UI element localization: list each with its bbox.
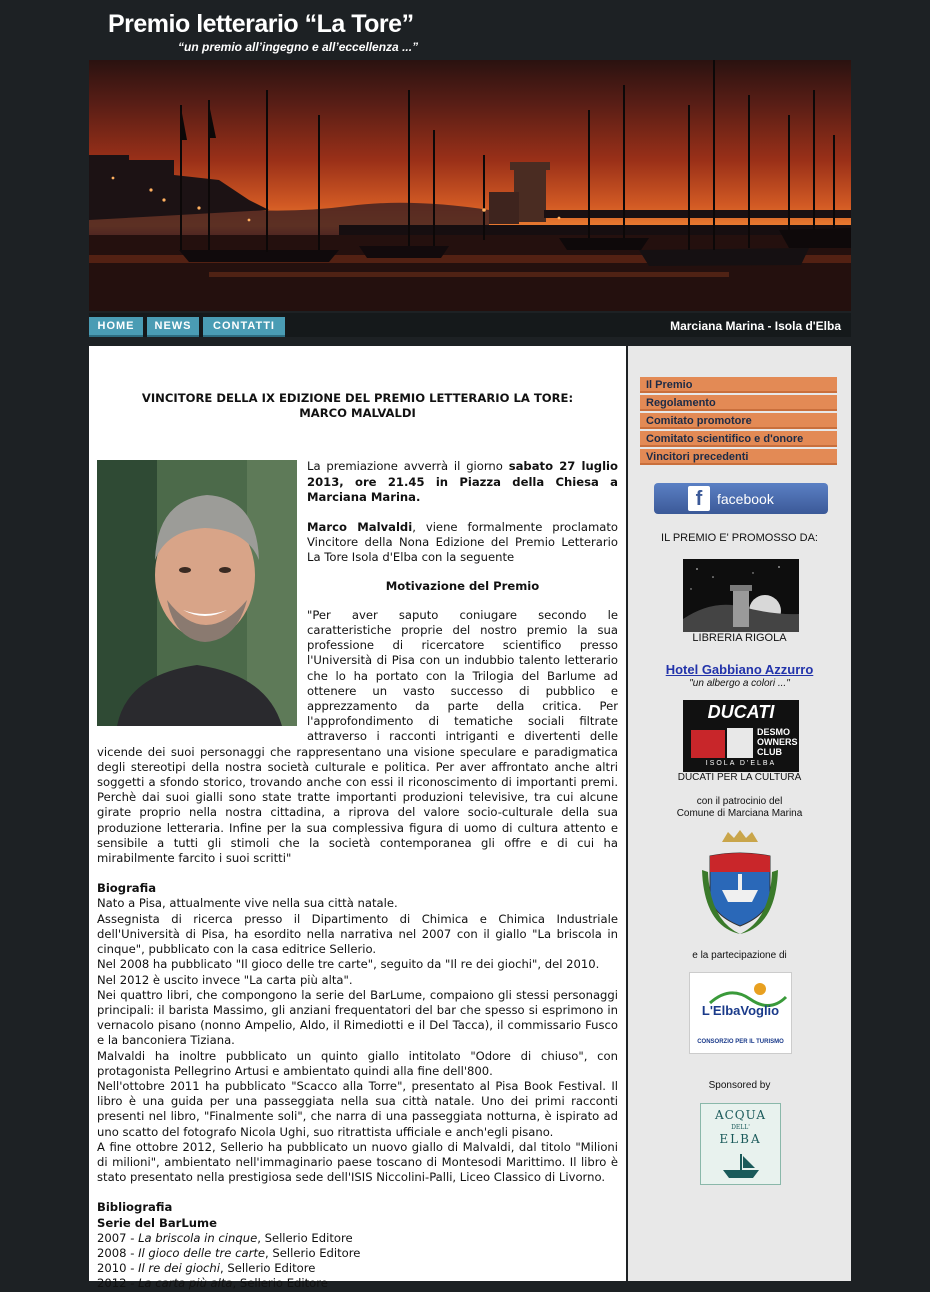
patronage-line2: Comune di Marciana Marina	[676, 808, 803, 819]
marciana-marina-coat-of-arms[interactable]	[700, 830, 780, 938]
nav-home[interactable]: HOME	[89, 317, 143, 337]
ducati-logo[interactable]	[683, 700, 799, 772]
sponsored-by-label: Sponsored by	[708, 1080, 771, 1091]
acqua-line3: ELBA	[719, 1132, 762, 1146]
sidebar-item-regolamento[interactable]: Regolamento	[640, 395, 837, 411]
libreria-rigola-logo[interactable]	[683, 559, 799, 632]
facebook-button[interactable]	[654, 483, 828, 514]
bio-p8: A fine ottobre 2012, Sellerio ha pubblicato un nuovo giallo di Malvaldi, dal titolo "Milioni di milioni", ambientato nell'immaginario paese toscano di Montesodi Marittimo. Il libro è stato presentato nella prestigiosa sede dell'ISIS Niccolini-Palli, Liceo Classico di Livorno.	[97, 1139, 618, 1185]
elbavoglio-sub: CONSORZIO PER IL TURISMO	[697, 1039, 784, 1045]
facebook-label: facebook	[717, 491, 774, 507]
motivation-title: Motivazione del Premio	[385, 578, 540, 593]
elbavoglio-logo[interactable]	[689, 972, 792, 1054]
book-item: 2008 - Il gioco delle tre carte, Sellerio Editore	[97, 1245, 361, 1260]
bio-p1: Nato a Pisa, attualmente vive nella sua città natale.	[97, 896, 398, 911]
ducati-emblem	[727, 728, 753, 758]
main-content	[89, 346, 626, 1291]
sidebar-item-comitato-scientifico[interactable]: Comitato scientifico e d'onore	[640, 431, 837, 447]
lighthouse-logo-image	[683, 559, 799, 632]
biblio-title: Bibliografia	[97, 1200, 173, 1215]
bio-p4: Nel 2012 è uscito invece "La carta più alta".	[97, 972, 353, 987]
ducati-desmo-text: DESMO OWNERS CLUB	[757, 727, 798, 757]
promoted-by-label: IL PREMIO E' PROMOSSO DA:	[661, 532, 818, 544]
sidebar-item-il-premio[interactable]: Il Premio	[640, 377, 837, 393]
bio-p2: Assegnista di ricerca presso il Dipartimento di Chimica e Chimica Industriale dell'Università di Pisa, ha esordito nella narrativa nel 2007 con il giallo "La briscola in cinque", pubblicato con la casa editrice Sellerio.	[97, 911, 618, 957]
site-header	[0, 0, 930, 60]
author-portrait-image	[97, 460, 297, 726]
header-banner-image	[89, 60, 851, 311]
sidebar-item-comitato-promotore[interactable]: Comitato promotore	[640, 413, 837, 429]
bio-p5: Nei quattro libri, che compongono la serie del BarLume, compaiono gli stessi personaggi principali: il barista Massimo, gli anziani frequentatori del bar che spesso si esprimono in vernacolo pisano (nonno Ampelio, Aldo, il Rimediotti e il Del Tacca), il commissario Fusco e la banconiera Tiziana.	[97, 987, 618, 1048]
sidebar	[628, 346, 851, 1281]
acqua-line2: DELL'	[731, 1124, 750, 1131]
author-photo	[97, 460, 297, 726]
site-title: Premio letterario “La Tore”	[108, 10, 414, 38]
bio-title: Biografia	[97, 881, 157, 896]
bio-p7: Nell'ottobre 2011 ha pubblicato "Scacco alla Torre", presentato al Pisa Book Festival. Il libro è una guida per una passeggiata nella sua città natale. Uno dei primi racconti presenti nel libro, "Finalmente soli", che narra di una passeggiata notturna, è ispirato ad uno scatto del fotografo Nicola Ughi, suo ritrattista ufficiale e anch'egli pisano.	[97, 1078, 618, 1139]
book-item: 2010 - Il re dei giochi, Sellerio Editore	[97, 1261, 316, 1276]
participation-label: e la partecipazione di	[692, 950, 787, 961]
book-item: 2007 - La briscola in cinque, Sellerio Editore	[97, 1230, 353, 1245]
motivation-text: "Per aver saputo coniugare secondo le caratteristiche proprie del nostro premio la sua professione di ricercatore scientifico presso l'Università di Pisa con un indubbio talento letterario che lo ha portato con la Trilogia del Barlume ad ottenere un vasto successo di pubblico e apprezzamento da parte della critica. Per l'approfondimento di tematiche sociali filtrate attraverso i racconti intriganti e divertenti delle vicende dei suoi personaggi che rappresentano una visione speculare e paradigmatica degli stereotipi della nostra società culturale e politica. Per aver affrontato anche altri soggetti a sfondo storico, trovando anche con essi il riconoscimento di importanti premi. Perchè dai suoi gialli sono state tratte importanti produzioni televisive, tra cui alcune girate proprio nella nostra cittadina, a riprova del valore socio-culturale della sua produzione letteraria. Infine per la sua complessiva figura di uomo di cultura attento e sensibile a tutti gli stimoli che la società contemporanea gli offre e di cui ha mirabilmente farcito i suoi scritti"	[97, 607, 618, 866]
coat-of-arms-image	[700, 830, 780, 938]
proclamation-paragraph: Marco Malvaldi, viene formalmente proclamato Vincitore della Nona Edizione del Premio Letterario La Tore Isola d'Elba con la seguente	[307, 520, 618, 565]
nav-news[interactable]: NEWS	[147, 317, 199, 337]
libreria-rigola-label: LIBRERIA RIGOLA	[692, 632, 787, 644]
acqua-line1: ACQUA	[714, 1108, 767, 1122]
nav-contatti[interactable]: CONTATTI	[203, 317, 285, 337]
ducati-red-shield	[691, 730, 725, 758]
elbavoglio-logo-text: L'ElbaVoglio	[701, 1003, 780, 1018]
hotel-gabbiano-link[interactable]: Hotel Gabbiano Azzurro	[665, 662, 814, 677]
location-label: Marciana Marina - Isola d'Elba	[670, 319, 841, 333]
acqua-dell-elba-logo[interactable]	[700, 1103, 781, 1185]
series-title: Serie del BarLume	[97, 1215, 217, 1230]
site-tagline: “un premio all’ingegno e all’eccellenza ...”	[178, 40, 419, 54]
article-headline: VINCITORE DELLA IX EDIZIONE DEL PREMIO LETTERARIO LA TORE: MARCO MALVALDI	[141, 391, 574, 421]
sidebar-item-vincitori-precedenti[interactable]: Vincitori precedenti	[640, 449, 837, 465]
ducati-label: DUCATI PER LA CULTURA	[677, 772, 802, 783]
ducati-isola-text: ISOLA D'ELBA	[705, 760, 777, 767]
harbor-sunset-illustration	[89, 60, 851, 311]
article	[97, 346, 618, 1292]
facebook-icon: f	[688, 486, 710, 511]
patronage-line1: con il patrocinio del	[696, 796, 783, 807]
bio-p3: Nel 2008 ha pubblicato "Il gioco delle tre carte", seguito da "Il re dei giochi", del 2010.	[97, 957, 600, 972]
ship-icon	[701, 1150, 780, 1182]
book-item: 2012 - La carta più alta, Sellerio Editore	[97, 1276, 328, 1291]
hotel-tagline: "un albergo a colori ..."	[689, 678, 790, 689]
ducati-logo-text: DUCATI	[707, 702, 775, 722]
ceremony-paragraph: La premiazione avverrà il giorno sabato 27 luglio 2013, ore 21.45 in Piazza della Chiesa a Marciana Marina.	[307, 459, 618, 504]
bio-p6: Malvaldi ha inoltre pubblicato un quinto giallo intitolato "Odore di chiuso", con protagonista Pellegrino Artusi e ambientato quindi alla fine dell'800.	[97, 1048, 618, 1078]
top-navbar	[89, 313, 851, 337]
